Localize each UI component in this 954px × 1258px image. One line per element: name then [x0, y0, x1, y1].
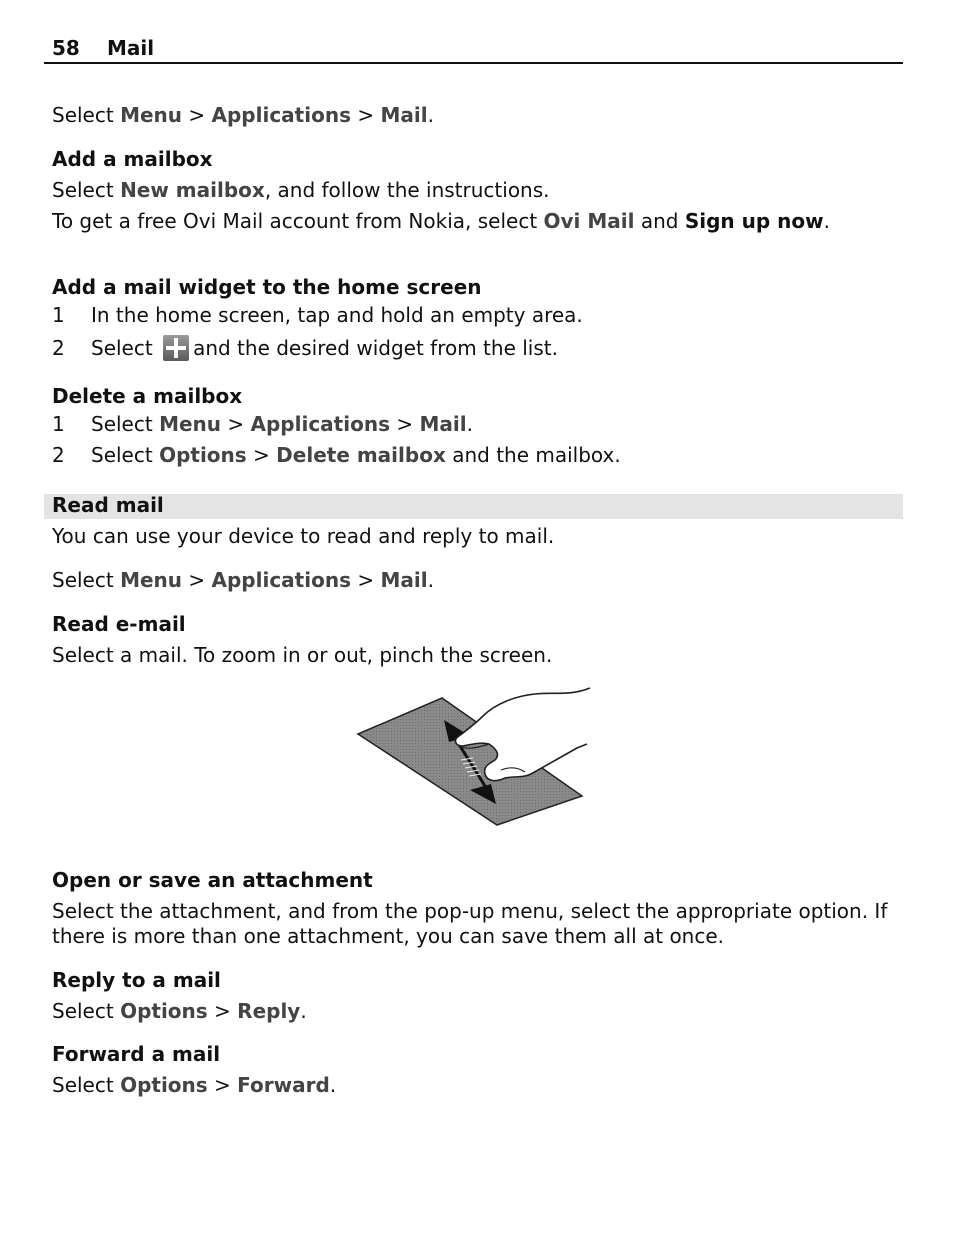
page-number: 58 — [52, 36, 80, 60]
add-mailbox-heading: Add a mailbox — [52, 147, 213, 171]
read-mail-select-line: Select Menu > Applications > Mail. — [52, 568, 434, 592]
add-widget-step-2: 2 Select and the desired widget from the list. — [52, 336, 558, 360]
read-mail-heading: Read mail — [52, 493, 164, 517]
read-mail-description: You can use your device to read and reply to mail. — [52, 524, 555, 548]
add-mailbox-line2: To get a free Ovi Mail account from Nokia, select Ovi Mail and Sign up now. — [52, 209, 830, 233]
page-header — [44, 34, 903, 64]
add-mailbox-line1: Select New mailbox, and follow the instructions. — [52, 178, 550, 202]
reply-heading: Reply to a mail — [52, 968, 221, 992]
delete-mailbox-heading: Delete a mailbox — [52, 384, 243, 408]
plus-icon — [163, 335, 189, 361]
section-title: Mail — [107, 36, 155, 60]
attachment-heading: Open or save an attachment — [52, 868, 373, 892]
pinch-zoom-illustration — [355, 686, 590, 828]
reply-select-line: Select Options > Reply. — [52, 999, 307, 1023]
read-email-text: Select a mail. To zoom in or out, pinch the screen. — [52, 643, 553, 667]
forward-select-line: Select Options > Forward. — [52, 1073, 337, 1097]
delete-mailbox-step-1: 1 Select Menu > Applications > Mail. — [52, 412, 473, 436]
read-mail-section-band — [44, 494, 903, 519]
delete-mailbox-step-2: 2 Select Options > Delete mailbox and the mailbox. — [52, 443, 621, 467]
forward-heading: Forward a mail — [52, 1042, 221, 1066]
intro-select-line: Select Menu > Applications > Mail. — [52, 103, 434, 127]
add-widget-heading: Add a mail widget to the home screen — [52, 275, 482, 299]
add-widget-step-1: 1 In the home screen, tap and hold an empty area. — [52, 303, 583, 327]
attachment-text: Select the attachment, and from the pop-up menu, select the appropriate option. If there is more than one attachment, you can save them all at once. — [52, 899, 888, 948]
read-email-heading: Read e-mail — [52, 612, 186, 636]
